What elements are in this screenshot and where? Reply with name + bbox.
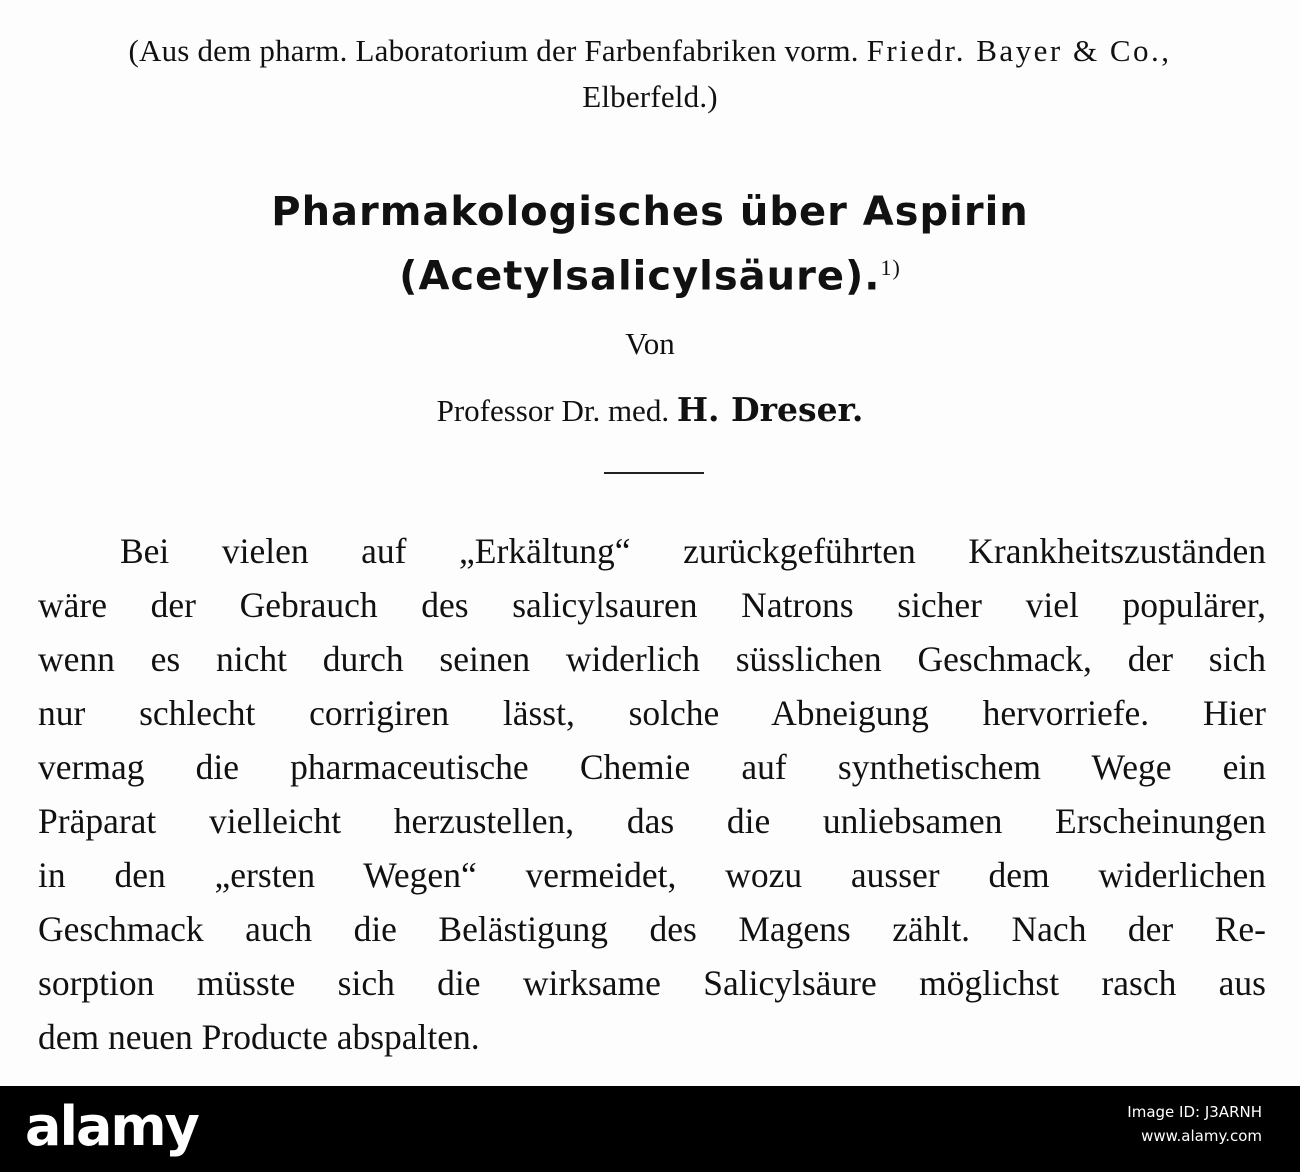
title-line-2-text: (Acetylsalicylsäure). [399,253,881,300]
body-line: in den „ersten Wegen“ vermeidet, wozu ausser dem widerlichen [38,855,1266,895]
body-line: vermag die pharmaceutische Chemie auf synthetischem Wege ein [38,747,1266,787]
body-line: nur schlecht corrigiren lässt, solche Abneigung hervorriefe. Hier [38,693,1266,733]
body-paragraph [38,524,1266,1064]
byline-von: Von [625,326,675,361]
author-name: H. Dreser. [676,390,864,429]
institution-line-1-company: Friedr. Bayer & Co., [866,33,1172,68]
section-divider [604,472,704,474]
institution-line-1 [30,28,1270,74]
body-line: Geschmack auch die Belästigung des Magens zählt. Nach der Re- [38,909,1266,949]
author-line [0,388,1300,433]
author-prefix: Professor Dr. med. [436,393,670,428]
title-line-1: Pharmakologisches über Aspirin [271,189,1029,235]
body-line: sorption müsste sich die wirksame Salicylsäure möglichst rasch aus [38,963,1266,1003]
institution-note [30,28,1270,120]
image-meta [1127,1100,1262,1148]
image-id: Image ID: J3ARNH [1127,1103,1262,1121]
body-line: wäre der Gebrauch des salicylsauren Natrons sicher viel populärer, [38,585,1266,625]
title-line-2 [0,240,1300,304]
institution-line-1-prefix: (Aus dem pharm. Laboratorium der Farbenfabriken vorm. [128,33,859,68]
footnote-marker: 1) [880,255,901,280]
body-line: Bei vielen auf „Erkältung“ zurückgeführten Krankheitszuständen [120,531,1266,571]
institution-line-2: Elberfeld.) [582,79,718,114]
body-line: wenn es nicht durch seinen widerlich süsslichen Geschmack, der sich [38,639,1266,679]
body-line: dem neuen Producte abspalten. [38,1017,480,1057]
article-title [0,184,1300,304]
body-line: Präparat vielleicht herzustellen, das die unliebsamen Erscheinungen [38,801,1266,841]
alamy-logo: alamy [25,1095,198,1158]
site-url: www.alamy.com [1141,1127,1262,1145]
